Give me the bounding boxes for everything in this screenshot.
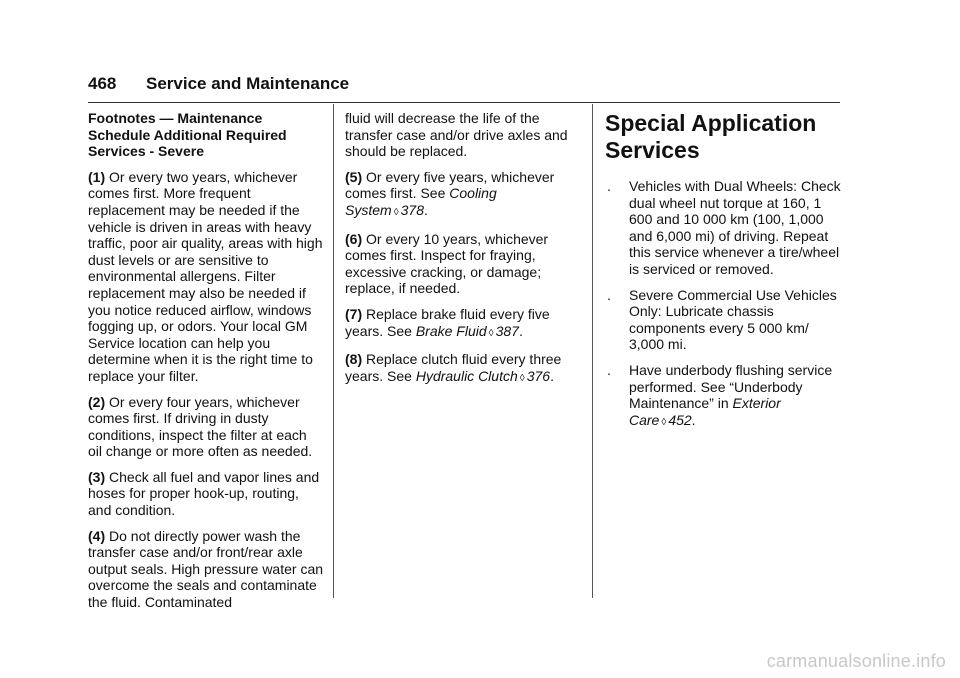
footnote-text: Or every 10 years, whichever comes first. Inspect for fraying, excessive cracking, or damage; replace, if needed. [345, 230, 549, 297]
watermark: carmanualsonline.info [766, 651, 946, 671]
page-ref-icon: ◊ [393, 206, 399, 218]
footnote-7 [345, 306, 581, 342]
bullet-icon: . [607, 286, 611, 303]
page-reference[interactable]: 452 [668, 411, 692, 428]
page-header [88, 72, 840, 103]
footnote-1 [88, 169, 324, 385]
column-left [88, 110, 324, 620]
footnote-number: (7) [345, 305, 363, 322]
footnote-8 [345, 351, 581, 387]
footnote-number: (8) [345, 351, 363, 368]
footnote-number: (5) [345, 168, 363, 185]
list-item [605, 362, 841, 431]
list-item-text: Have underbody flushing service performed. See “Underbody Maintenance” in [629, 361, 833, 412]
footnote-5 [345, 169, 581, 222]
bullet-icon: . [607, 178, 611, 194]
page-reference[interactable]: 376 [526, 367, 551, 384]
list-item [605, 178, 841, 278]
page-ref-icon: ◊ [519, 372, 525, 384]
column-divider [592, 104, 593, 598]
column-divider [333, 104, 334, 598]
page-ref-icon: ◊ [488, 327, 494, 339]
footnote-text: Check all fuel and vapor lines and hoses for proper hook-up, routing, and condition. [88, 468, 320, 519]
cross-reference-link[interactable]: Exterior Care [629, 395, 781, 428]
page-ref-icon: ◊ [661, 416, 667, 428]
page-reference[interactable]: 378 [400, 201, 424, 218]
footnote-4-continued: fluid will decrease the life of the transfer case and/or drive axles and should be replaced. [345, 110, 568, 160]
column-middle [345, 110, 581, 396]
punctuation: . [424, 201, 428, 218]
bullet-icon: . [607, 361, 611, 378]
footnote-text: Do not directly power wash the transfer case and/or front/rear axle output seals. High pressure water can overcome the seals and contaminate the fluid. Contaminated [88, 527, 324, 611]
footnote-number: (2) [88, 393, 106, 410]
cross-reference-link[interactable]: Cooling System [345, 185, 497, 218]
punctuation: . [691, 411, 696, 428]
footnote-text: Or every five years, whichever comes first. See [345, 168, 555, 202]
footnote-text: Replace brake fluid every five years. See [345, 305, 550, 339]
footnote-6 [345, 231, 581, 297]
footnote-number: (4) [88, 527, 106, 544]
list-item [605, 287, 841, 353]
footnote-text: Replace clutch fluid every three years. See [345, 351, 562, 384]
cross-reference-link[interactable]: Hydraulic Clutch [415, 367, 518, 384]
punctuation: . [550, 367, 554, 384]
special-services-list [605, 178, 841, 431]
page-number: 468 [88, 74, 117, 93]
footnote-number: (1) [88, 168, 106, 185]
column-right [605, 110, 841, 440]
cross-reference-link[interactable]: Brake Fluid [415, 322, 487, 339]
footnote-number: (3) [88, 468, 106, 485]
punctuation: . [518, 322, 523, 339]
footnote-3 [88, 469, 324, 519]
page-reference[interactable]: 387 [495, 322, 519, 339]
footnote-text: Or every two years, whichever comes first. More frequent replacement may be needed if the vehicle is driven in areas with heavy traffic, poor air quality, areas with high dust levels or are sensitive to environmental allergens. Filter replacement may also be needed if you notice reduced airflow, windows fogging up, or odors. Your local GM Service location can help you determine when it is the right time to replace your filter. [88, 168, 323, 384]
footnotes-title: Footnotes — Maintenance Schedule Additional Required Services - Severe [88, 110, 287, 160]
footnote-2 [88, 394, 324, 460]
section-title: Service and Maintenance [146, 74, 350, 93]
footnote-text: Or every four years, whichever comes first. If driving in dusty conditions, inspect the filter at each oil change or more often as needed. [88, 393, 313, 460]
footnote-number: (6) [345, 230, 363, 247]
list-item-text: Vehicles with Dual Wheels: Check dual wheel nut torque at 160, 1 600 and 10 000 km (100, 1,000 and 6,000 mi) of driving. Repeat this service whenever a tire/wheel is serviced or removed. [629, 178, 841, 277]
list-item-text: Severe Commercial Use Vehicles Only: Lubricate chassis components every 5 000 km/ 3,000 mi. [629, 286, 837, 353]
footnote-4 [88, 528, 324, 611]
special-application-title: Special Application Services [605, 110, 817, 163]
